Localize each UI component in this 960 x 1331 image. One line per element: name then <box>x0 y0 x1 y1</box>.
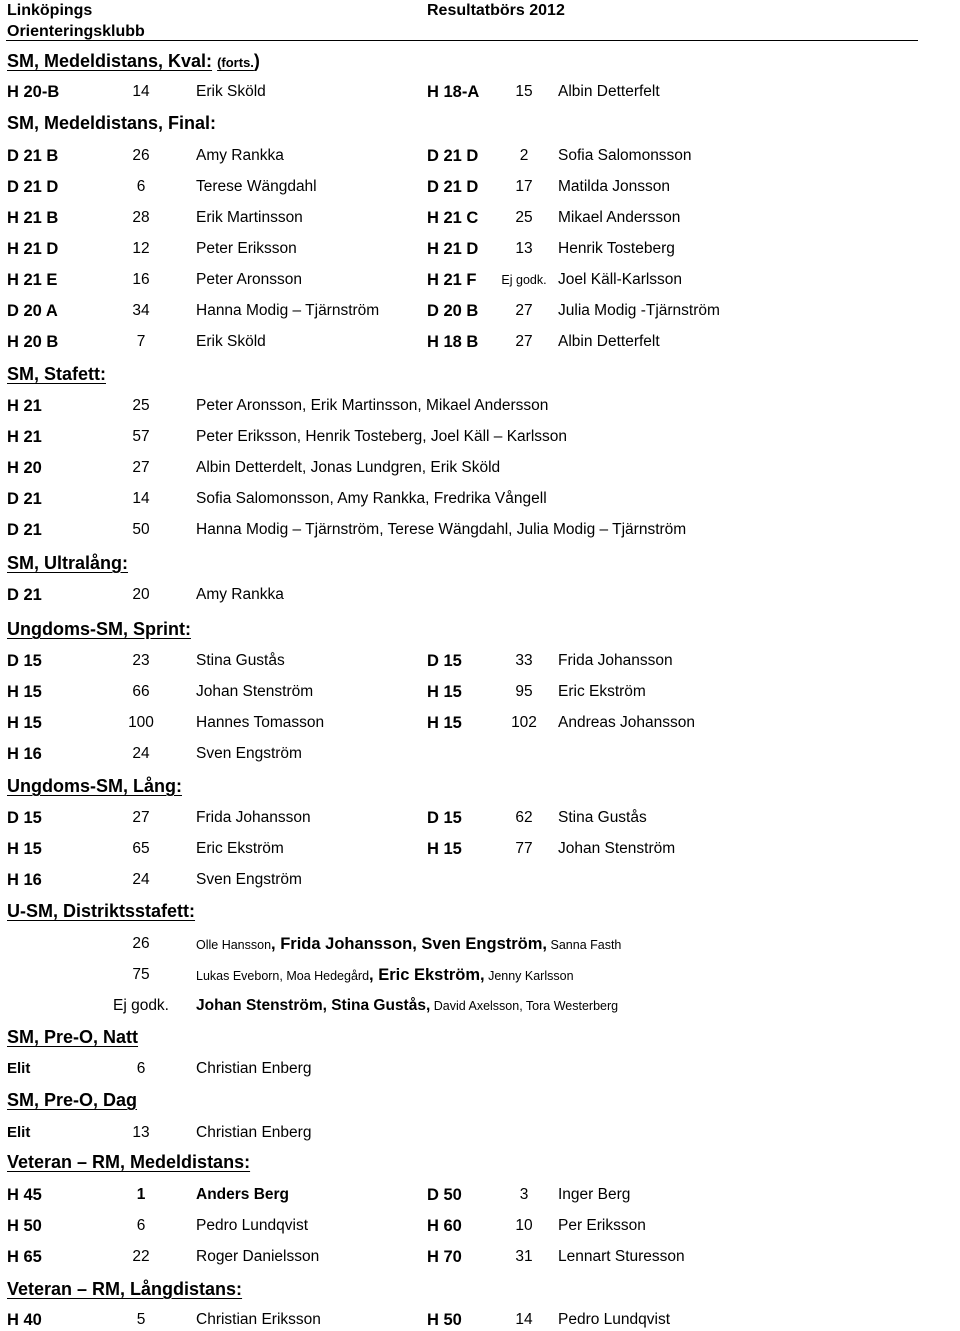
result-row <box>0 681 960 703</box>
name-cell: Erik Sköld <box>196 333 266 350</box>
result-row <box>0 807 960 829</box>
class-cell: H 15 <box>427 714 462 732</box>
section-title: SM, Ultralång: <box>7 553 129 573</box>
class-cell: Elit <box>7 1060 31 1077</box>
header-divider <box>6 40 918 41</box>
place-cell: 17 <box>515 178 533 195</box>
result-row <box>0 1246 960 1268</box>
result-row <box>0 1122 960 1144</box>
class-cell: D 21 <box>7 586 42 604</box>
place-cell: 27 <box>132 459 150 476</box>
class-cell: Elit <box>7 1124 31 1141</box>
place-cell: 20 <box>132 586 150 603</box>
section-title: SM, Pre-O, Natt <box>7 1027 139 1047</box>
result-row <box>0 145 960 167</box>
section-heading-ultralang <box>7 552 128 574</box>
class-cell: H 16 <box>7 745 42 763</box>
place-cell: 22 <box>132 1248 150 1265</box>
name-cell: Lennart Sturesson <box>558 1248 685 1265</box>
class-cell: H 15 <box>7 840 42 858</box>
result-row <box>0 743 960 765</box>
class-cell: D 21 <box>7 490 42 508</box>
result-row <box>0 712 960 734</box>
name-cell: Albin Detterfelt <box>558 83 660 100</box>
class-cell: H 60 <box>427 1217 462 1235</box>
name-cell: Frida Johansson <box>196 809 311 826</box>
class-cell: H 18 B <box>427 333 479 351</box>
name-cell: Hannes Tomasson <box>196 714 325 731</box>
name-cell: Christian Eriksson <box>196 1311 321 1328</box>
runner-small: Jenny Karlsson <box>484 969 574 983</box>
result-row <box>0 964 960 986</box>
club-name-line1: Linköpings <box>7 2 93 19</box>
place-cell: 12 <box>132 240 150 257</box>
place-cell: 27 <box>515 333 533 350</box>
section-heading-final <box>7 112 216 134</box>
result-row <box>0 1309 960 1331</box>
result-row <box>0 650 960 672</box>
place-cell: 34 <box>132 302 150 319</box>
result-row <box>0 81 960 103</box>
class-cell: D 20 B <box>427 302 479 320</box>
runner-small: David Axelsson, Tora Westerberg <box>430 999 619 1013</box>
class-cell: H 50 <box>427 1311 462 1329</box>
name-cell: Erik Martinsson <box>196 209 303 226</box>
class-cell: D 50 <box>427 1186 462 1204</box>
place-cell: 62 <box>515 809 533 826</box>
name-cell: Sven Engström <box>196 745 302 762</box>
place-cell: 28 <box>132 209 150 226</box>
section-heading-vet-medel <box>7 1151 250 1173</box>
place-cell: 65 <box>132 840 150 857</box>
result-row <box>0 238 960 260</box>
place-cell: 14 <box>515 1311 533 1328</box>
place-cell: 100 <box>128 714 154 731</box>
class-cell: H 21 <box>7 397 42 415</box>
result-row <box>0 488 960 510</box>
section-title: Veteran – RM, Långdistans: <box>7 1279 243 1299</box>
place-cell: 31 <box>515 1248 533 1265</box>
class-cell: D 15 <box>7 809 42 827</box>
name-cell: Pedro Lundqvist <box>558 1311 671 1328</box>
name-cell: Erik Sköld <box>196 83 266 100</box>
section-paren: ) <box>253 51 260 71</box>
place-cell: 25 <box>515 209 533 226</box>
section-title: U-SM, Distriktsstafett: <box>7 901 196 921</box>
class-cell: H 20 <box>7 459 42 477</box>
team-cell: Peter Eriksson, Henrik Tosteberg, Joel Käll – Karlsson <box>196 428 568 445</box>
name-cell: Johan Stenström <box>558 840 676 857</box>
place-cell: Ej godk. <box>112 997 169 1014</box>
place-cell: 25 <box>132 397 150 414</box>
class-cell: H 15 <box>427 683 462 701</box>
class-cell: D 21 B <box>7 147 59 165</box>
result-row <box>0 457 960 479</box>
section-heading-distrikt <box>7 900 195 922</box>
section-heading-kval <box>7 50 260 74</box>
team-cell: Albin Detterdelt, Jonas Lundgren, Erik Sköld <box>196 459 501 476</box>
place-cell: 15 <box>515 83 533 100</box>
section-heading-usm-lang <box>7 775 182 797</box>
place-cell: 75 <box>132 966 150 983</box>
place-cell: 13 <box>132 1124 150 1141</box>
place-cell: 33 <box>515 652 533 669</box>
result-row <box>0 426 960 448</box>
class-cell: H 21 C <box>427 209 479 227</box>
class-cell: H 65 <box>7 1248 42 1266</box>
result-row <box>0 519 960 541</box>
class-cell: H 20-B <box>7 83 60 101</box>
place-cell: 13 <box>515 240 533 257</box>
result-row <box>0 584 960 606</box>
result-row <box>0 207 960 229</box>
place-cell: 24 <box>132 745 150 762</box>
name-cell: Sven Engström <box>196 871 302 888</box>
result-row <box>0 1215 960 1237</box>
name-cell: Henrik Tosteberg <box>558 240 675 257</box>
place-cell: 27 <box>515 302 533 319</box>
place-cell: 66 <box>132 683 150 700</box>
name-cell: Stina Gustås <box>196 652 285 669</box>
name-cell: Albin Detterfelt <box>558 333 660 350</box>
place-cell: 14 <box>132 490 150 507</box>
class-cell: H 21 <box>7 428 42 446</box>
section-heading-stafett <box>7 363 106 385</box>
name-cell: Eric Ekström <box>196 840 284 857</box>
runner-bold: Johan Stenström, Stina Gustås, <box>196 997 431 1014</box>
name-cell: Amy Rankka <box>196 147 284 164</box>
result-row <box>0 838 960 860</box>
club-name-line2: Orienteringsklubb <box>7 23 145 40</box>
class-cell: H 21 E <box>7 271 58 289</box>
runner-small: , Moa Hedegård <box>279 969 370 983</box>
runner-small: Sanna Fasth <box>547 938 622 952</box>
place-cell: 2 <box>519 147 529 164</box>
name-cell: Per Eriksson <box>558 1217 646 1234</box>
class-cell: H 20 B <box>7 333 59 351</box>
class-cell: D 21 <box>7 521 42 539</box>
class-cell: H 50 <box>7 1217 42 1235</box>
name-cell: Stina Gustås <box>558 809 647 826</box>
section-title: SM, Stafett: <box>7 364 106 384</box>
name-cell: Johan Stenström <box>196 683 314 700</box>
section-heading-preo-dag <box>7 1089 137 1111</box>
place-cell: 16 <box>132 271 150 288</box>
name-cell: Roger Danielsson <box>196 1248 320 1265</box>
name-cell: Pedro Lundqvist <box>196 1217 309 1234</box>
result-row <box>0 300 960 322</box>
result-row <box>0 1058 960 1080</box>
place-cell: 6 <box>136 178 146 195</box>
name-cell: Inger Berg <box>558 1186 631 1203</box>
name-cell: Christian Enberg <box>196 1060 312 1077</box>
runner-bold: , Frida Johansson, Sven Engström, <box>271 935 548 953</box>
class-cell: D 15 <box>427 809 462 827</box>
place-cell: 5 <box>136 1311 146 1328</box>
runner-bold: , Eric Ekström, <box>369 966 485 984</box>
name-cell: Joel Käll-Karlsson <box>558 271 683 288</box>
section-title: Ungdoms-SM, Sprint: <box>7 619 191 639</box>
class-cell: D 21 D <box>427 178 479 196</box>
section-suffix: (forts. <box>217 55 254 70</box>
place-cell: 14 <box>132 83 150 100</box>
result-row <box>0 269 960 291</box>
place-cell: 10 <box>515 1217 533 1234</box>
section-title: SM, Pre-O, Dag <box>7 1090 138 1110</box>
club-name <box>7 0 145 42</box>
team-cell <box>196 995 618 1017</box>
result-row <box>0 331 960 353</box>
name-cell: Amy Rankka <box>196 586 284 603</box>
class-cell: H 45 <box>7 1186 42 1204</box>
result-row <box>0 933 960 955</box>
class-cell: H 21 D <box>427 240 479 258</box>
result-row <box>0 869 960 891</box>
class-cell: H 15 <box>7 714 42 732</box>
name-cell: Christian Enberg <box>196 1124 312 1141</box>
name-cell: Julia Modig -Tjärnström <box>558 302 720 319</box>
place-cell: 26 <box>132 935 150 952</box>
result-row <box>0 395 960 417</box>
place-cell: 26 <box>132 147 150 164</box>
team-cell: Peter Aronsson, Erik Martinsson, Mikael Andersson <box>196 397 549 414</box>
team-cell: Hanna Modig – Tjärnström, Terese Wängdahl, Julia Modig – Tjärnström <box>196 521 687 538</box>
class-cell: D 20 A <box>7 302 58 320</box>
section-title: Ungdoms-SM, Lång: <box>7 776 182 796</box>
section-title: SM, Medeldistans, Kval: <box>7 51 213 71</box>
result-row <box>0 995 960 1017</box>
class-cell: D 21 D <box>427 147 479 165</box>
place-cell: Ej godk. <box>501 273 547 287</box>
runner-small: Lukas Eveborn <box>196 969 280 983</box>
place-cell: 50 <box>132 521 150 538</box>
class-cell: H 15 <box>7 683 42 701</box>
name-cell: Matilda Jonsson <box>558 178 671 195</box>
class-cell: H 16 <box>7 871 42 889</box>
name-cell: Terese Wängdahl <box>196 178 317 195</box>
name-cell: Andreas Johansson <box>558 714 696 731</box>
class-cell: H 21 B <box>7 209 59 227</box>
place-cell: 95 <box>515 683 533 700</box>
place-cell: 77 <box>515 840 533 857</box>
runner-small: Olle Hansson <box>196 938 272 952</box>
name-cell: Peter Eriksson <box>196 240 297 257</box>
place-cell: 27 <box>132 809 150 826</box>
class-cell: H 21 D <box>7 240 59 258</box>
place-cell: 7 <box>136 333 146 350</box>
name-cell: Sofia Salomonsson <box>558 147 692 164</box>
place-cell: 6 <box>136 1217 146 1234</box>
place-cell: 1 <box>136 1186 146 1203</box>
name-cell: Anders Berg <box>196 1186 290 1203</box>
place-cell: 23 <box>132 652 150 669</box>
result-row <box>0 1184 960 1206</box>
name-cell: Eric Ekström <box>558 683 646 700</box>
result-row <box>0 176 960 198</box>
name-cell: Mikael Andersson <box>558 209 681 226</box>
name-cell: Frida Johansson <box>558 652 673 669</box>
class-cell: H 21 F <box>427 271 477 289</box>
team-cell: Sofia Salomonsson, Amy Rankka, Fredrika Vångell <box>196 490 547 507</box>
page-title: Resultatbörs 2012 <box>427 2 565 19</box>
place-cell: 57 <box>132 428 150 445</box>
class-cell: H 40 <box>7 1311 42 1329</box>
place-cell: 6 <box>136 1060 146 1077</box>
class-cell: H 18-A <box>427 83 480 101</box>
section-heading-preo-natt <box>7 1026 138 1048</box>
team-cell <box>196 964 574 987</box>
place-cell: 3 <box>519 1186 529 1203</box>
class-cell: D 15 <box>427 652 462 670</box>
place-cell: 24 <box>132 871 150 888</box>
class-cell: D 15 <box>7 652 42 670</box>
place-cell: 102 <box>511 714 537 731</box>
section-heading-usm-sprint <box>7 618 191 640</box>
class-cell: H 70 <box>427 1248 462 1266</box>
section-title: Veteran – RM, Medeldistans: <box>7 1152 251 1172</box>
section-heading-vet-lang <box>7 1278 242 1300</box>
name-cell: Peter Aronsson <box>196 271 302 288</box>
class-cell: H 15 <box>427 840 462 858</box>
section-title: SM, Medeldistans, Final: <box>7 113 217 133</box>
team-cell <box>196 933 621 956</box>
name-cell: Hanna Modig – Tjärnström <box>196 302 380 319</box>
class-cell: D 21 D <box>7 178 59 196</box>
